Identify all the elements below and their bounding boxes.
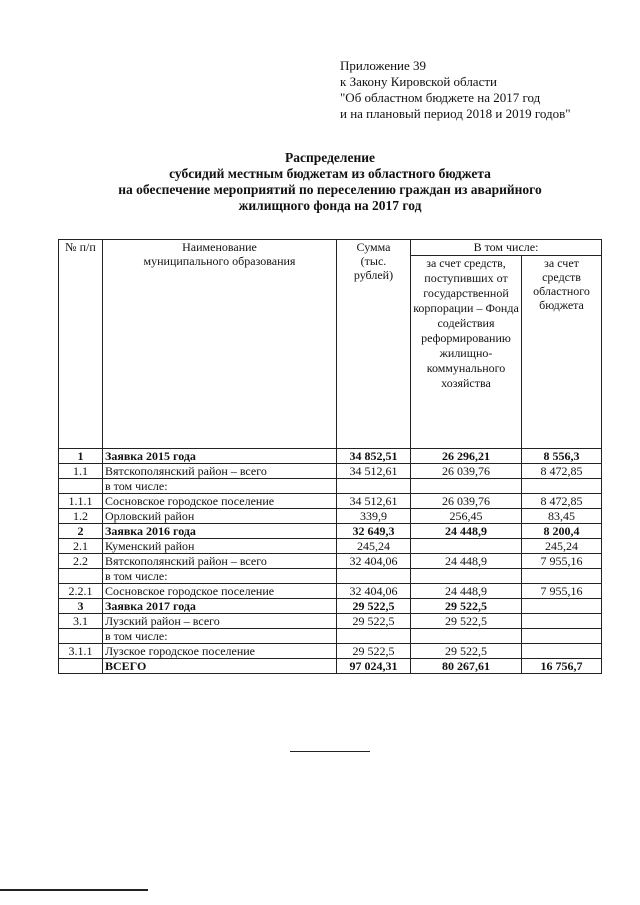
- row-sum-cell: 32 404,06: [337, 554, 411, 569]
- appendix-line: к Закону Кировской области: [340, 74, 497, 89]
- row-name-cell: Заявка 2015 года: [103, 449, 337, 464]
- row-num-cell: 2.1: [59, 539, 103, 554]
- row-fund-cell: 26 039,76: [411, 494, 522, 509]
- title-line: субсидий местным бюджетам из областного бюджета: [169, 166, 491, 181]
- title-line: Распределение: [284, 150, 376, 165]
- appendix-line: и на плановый период 2018 и 2019 годов": [340, 106, 571, 121]
- row-name-cell: Заявка 2016 года: [103, 524, 337, 539]
- row-fund-cell: 29 522,5: [411, 644, 522, 659]
- row-num-cell: 3.1.1: [59, 644, 103, 659]
- header-name: Наименование муниципального образования: [103, 240, 337, 449]
- row-fund-cell: 26 039,76: [411, 464, 522, 479]
- row-num-cell: [59, 659, 103, 674]
- row-num-cell: 2.2: [59, 554, 103, 569]
- row-fund-cell: 80 267,61: [411, 659, 522, 674]
- table-row: [59, 539, 602, 554]
- row-fund-cell: 26 296,21: [411, 449, 522, 464]
- row-sum-cell: 34 852,51: [337, 449, 411, 464]
- row-name-cell: Лузское городское поселение: [103, 644, 337, 659]
- row-fund-cell: [411, 569, 522, 584]
- subsidy-table: [58, 239, 602, 674]
- row-name-cell: Вятскополянский район – всего: [103, 554, 337, 569]
- row-regional-cell: 8 200,4: [522, 524, 602, 539]
- table-row: [59, 659, 602, 674]
- table-row: [59, 509, 602, 524]
- row-sum-cell: 29 522,5: [337, 614, 411, 629]
- row-fund-cell: [411, 539, 522, 554]
- header-sum: Сумма (тыс. рублей): [337, 240, 411, 449]
- table-row: [59, 599, 602, 614]
- row-regional-cell: 8 472,85: [522, 494, 602, 509]
- row-regional-cell: [522, 644, 602, 659]
- row-fund-cell: 24 448,9: [411, 584, 522, 599]
- row-num-cell: 3.1: [59, 614, 103, 629]
- row-num-cell: 1: [59, 449, 103, 464]
- row-name-cell: Сосновское городское поселение: [103, 584, 337, 599]
- row-regional-cell: [522, 569, 602, 584]
- row-regional-cell: 16 756,7: [522, 659, 602, 674]
- row-regional-cell: [522, 629, 602, 644]
- header-regional: за счет средств областного бюджета: [522, 256, 602, 449]
- row-regional-cell: 7 955,16: [522, 554, 602, 569]
- footer-rule: [0, 889, 148, 891]
- header-including: В том числе:: [411, 240, 602, 256]
- row-num-cell: 2: [59, 524, 103, 539]
- row-fund-cell: 29 522,5: [411, 614, 522, 629]
- table-row: [59, 449, 602, 464]
- table-row: [59, 479, 602, 494]
- row-num-cell: [59, 569, 103, 584]
- row-name-cell: Орловский район: [103, 509, 337, 524]
- table-row: [59, 644, 602, 659]
- row-sum-cell: 29 522,5: [337, 644, 411, 659]
- row-regional-cell: [522, 479, 602, 494]
- row-sum-cell: 339,9: [337, 509, 411, 524]
- table-row: [59, 629, 602, 644]
- row-num-cell: 1.1: [59, 464, 103, 479]
- row-fund-cell: 256,45: [411, 509, 522, 524]
- appendix-line: Приложение 39: [340, 58, 427, 73]
- row-name-cell: Сосновское городское поселение: [103, 494, 337, 509]
- table-row: [59, 524, 602, 539]
- row-sum-cell: 245,24: [337, 539, 411, 554]
- title-line: жилищного фонда на 2017 год: [238, 198, 422, 213]
- row-num-cell: 2.2.1: [59, 584, 103, 599]
- row-fund-cell: [411, 479, 522, 494]
- row-sum-cell: [337, 569, 411, 584]
- table-row: [59, 554, 602, 569]
- row-regional-cell: 245,24: [522, 539, 602, 554]
- row-num-cell: 3: [59, 599, 103, 614]
- row-fund-cell: 29 522,5: [411, 599, 522, 614]
- table-row: [59, 464, 602, 479]
- row-name-cell: в том числе:: [103, 479, 337, 494]
- row-sum-cell: 34 512,61: [337, 464, 411, 479]
- row-sum-cell: 34 512,61: [337, 494, 411, 509]
- row-regional-cell: [522, 614, 602, 629]
- row-num-cell: 1.2: [59, 509, 103, 524]
- header-row: [59, 240, 602, 256]
- row-name-cell: Вятскополянский район – всего: [103, 464, 337, 479]
- row-regional-cell: 8 556,3: [522, 449, 602, 464]
- document-title: [60, 150, 600, 214]
- row-regional-cell: [522, 599, 602, 614]
- row-sum-cell: [337, 629, 411, 644]
- row-fund-cell: [411, 629, 522, 644]
- table-row: [59, 584, 602, 599]
- row-name-cell: в том числе:: [103, 629, 337, 644]
- row-num-cell: 1.1.1: [59, 494, 103, 509]
- row-num-cell: [59, 479, 103, 494]
- row-sum-cell: 97 024,31: [337, 659, 411, 674]
- table-row: [59, 494, 602, 509]
- appendix-reference: [340, 58, 630, 122]
- row-name-cell: Лузский район – всего: [103, 614, 337, 629]
- row-sum-cell: 29 522,5: [337, 599, 411, 614]
- table-row: [59, 569, 602, 584]
- header-num: № п/п: [59, 240, 103, 449]
- row-regional-cell: 8 472,85: [522, 464, 602, 479]
- appendix-line: "Об областном бюджете на 2017 год: [340, 90, 541, 105]
- table-row: [59, 614, 602, 629]
- row-regional-cell: 83,45: [522, 509, 602, 524]
- row-name-cell: ВСЕГО: [103, 659, 337, 674]
- row-sum-cell: 32 649,3: [337, 524, 411, 539]
- header-fund: за счет средств, поступивших от государственной корпорации – Фонда содействия реформированию жилищно-коммунального хозяйства: [411, 256, 522, 449]
- row-fund-cell: 24 448,9: [411, 554, 522, 569]
- row-fund-cell: 24 448,9: [411, 524, 522, 539]
- row-sum-cell: [337, 479, 411, 494]
- row-name-cell: в том числе:: [103, 569, 337, 584]
- row-num-cell: [59, 629, 103, 644]
- row-name-cell: Заявка 2017 года: [103, 599, 337, 614]
- divider-line: [290, 751, 370, 752]
- row-sum-cell: 32 404,06: [337, 584, 411, 599]
- row-name-cell: Куменский район: [103, 539, 337, 554]
- row-regional-cell: 7 955,16: [522, 584, 602, 599]
- title-line: на обеспечение мероприятий по переселению граждан из аварийного: [118, 182, 542, 197]
